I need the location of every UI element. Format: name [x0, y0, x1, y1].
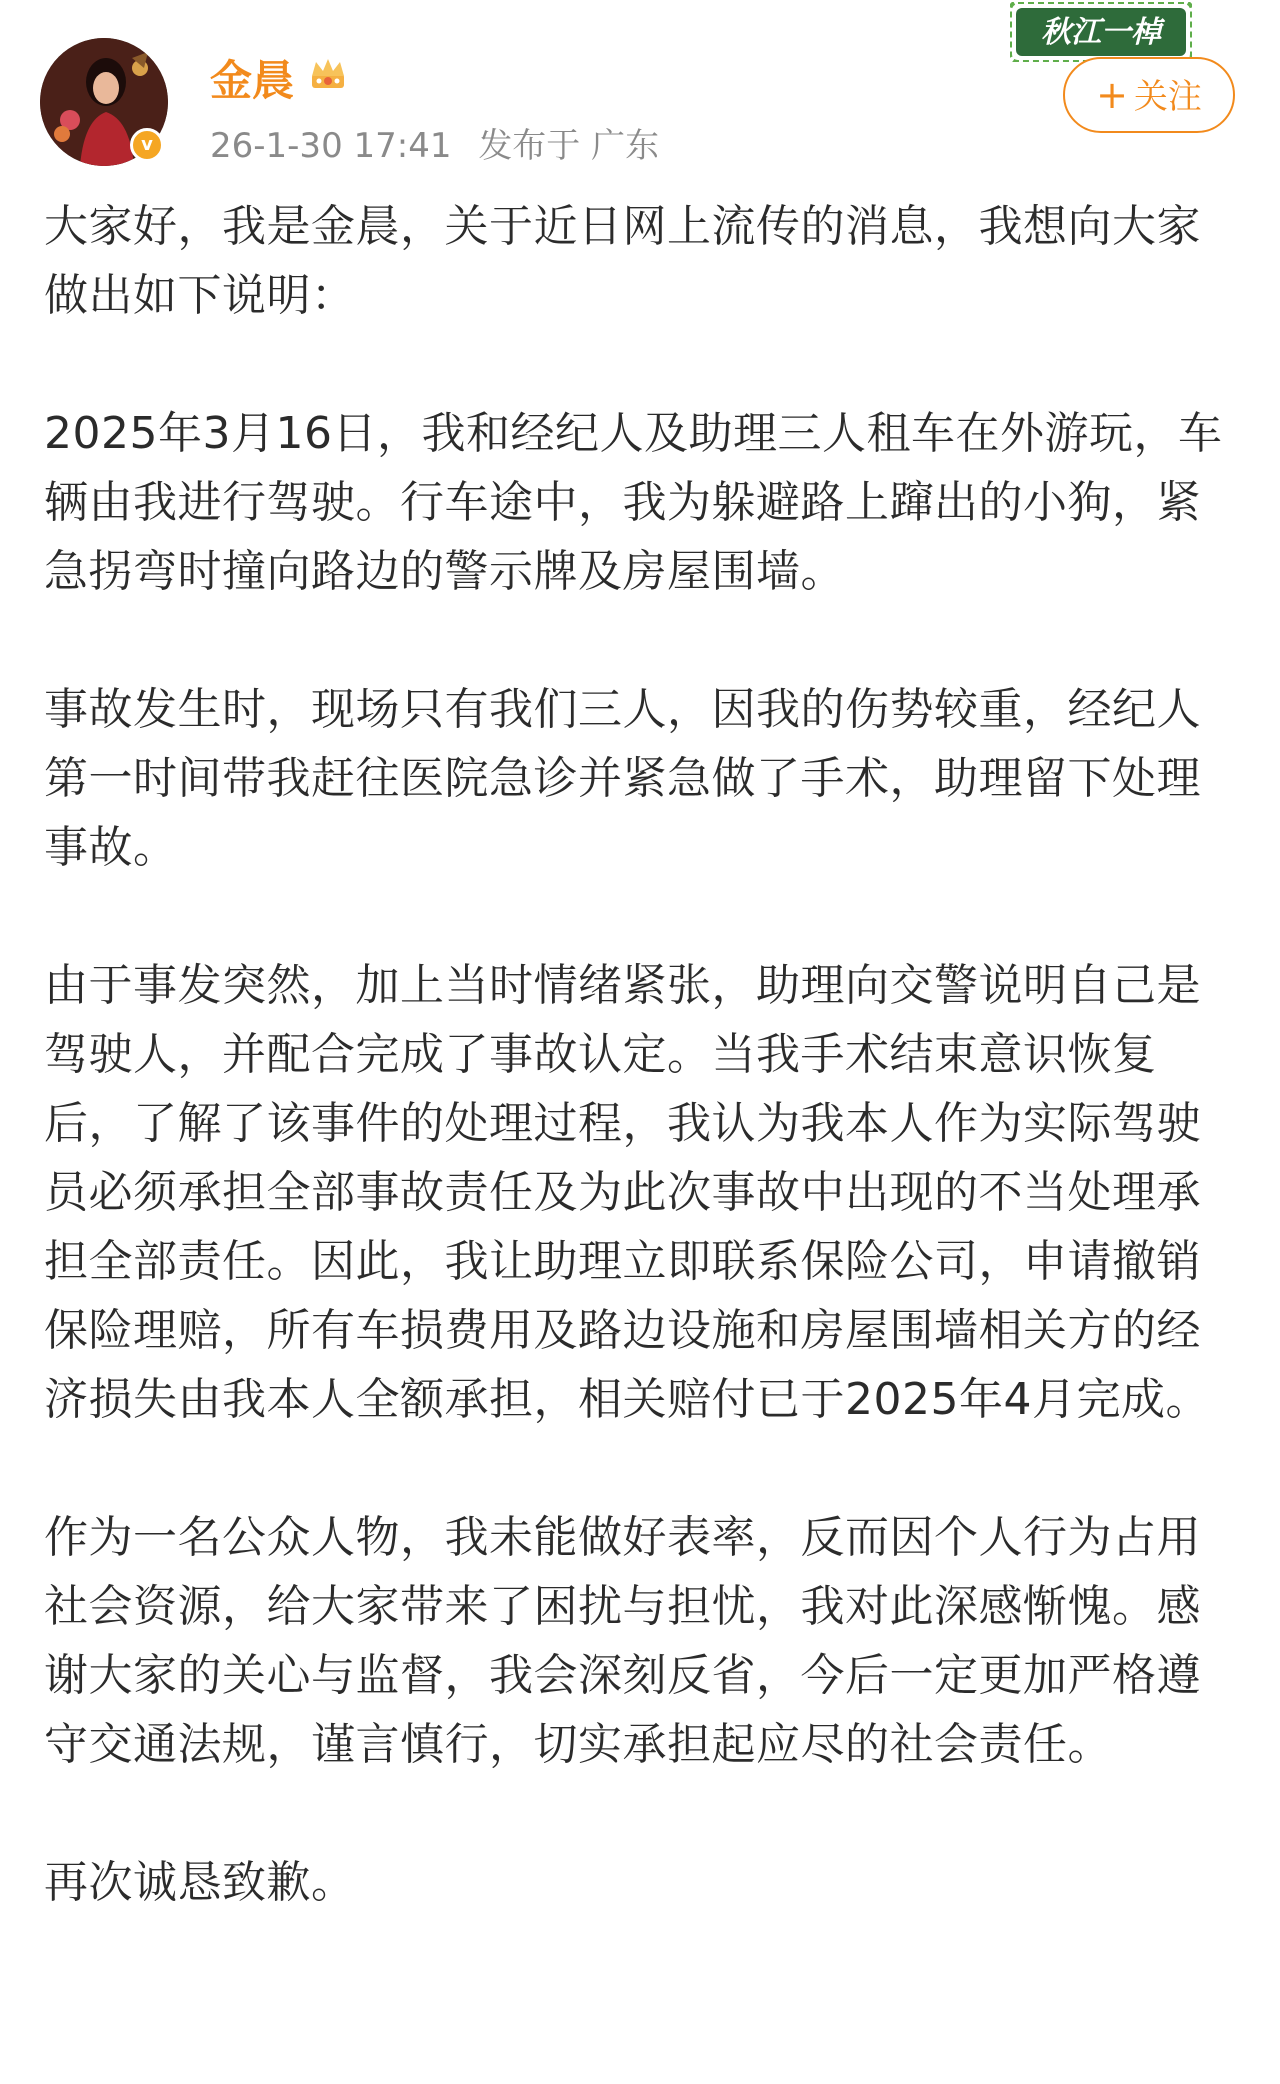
post-timestamp: 26-1-30 17:41 — [210, 126, 452, 166]
sticker-text: 秋江一棹 — [1041, 15, 1161, 50]
post-paragraph: 事故发生时，现场只有我们三人，因我的伤势较重，经纪人第一时间带我赶往医院急诊并紧急做了手术，助理留下处理事故。 — [44, 684, 1201, 873]
post-paragraph: 再次诚恳致歉。 — [44, 1857, 356, 1908]
author-name[interactable]: 金晨 — [210, 56, 295, 105]
follow-button[interactable] — [1063, 57, 1235, 133]
follow-label: 关注 — [1133, 77, 1202, 117]
post-meta — [210, 118, 675, 167]
post-location: 发布于 广东 — [478, 126, 660, 166]
sticker-badge — [1010, 2, 1192, 62]
post-paragraph: 2025年3月16日，我和经纪人及助理三人租车在外游玩，车辆由我进行驾驶。行车途中，我为躲避路上蹿出的小狗，紧急拐弯时撞向路边的警示牌及房屋围墙。 — [44, 408, 1223, 597]
post-paragraph: 大家好，我是金晨，关于近日网上流传的消息，我想向大家做出如下说明： — [44, 201, 1201, 321]
post-body — [44, 192, 1240, 1986]
post-paragraph: 由于事发突然，加上当时情绪紧张，助理向交警说明自己是驾驶人，并配合完成了事故认定。当我手术结束意识恢复后，了解了该事件的处理过程，我认为我本人作为实际驾驶员必须承担全部事故责任及为此次事故中出现的不当处理承担全部责任。因此，我让助理立即联系保险公司，申请撤销保险理赔，所有车损费用及路边设施和房屋围墙相关方的经济损失由我本人全额承担，相关赔付已于2025年4月完成。 — [44, 960, 1210, 1425]
plus-icon: + — [1096, 73, 1128, 117]
crown-icon — [308, 54, 348, 94]
verified-icon: v — [130, 128, 164, 162]
post-header — [0, 0, 1280, 170]
post-paragraph: 作为一名公众人物，我未能做好表率，反而因个人行为占用社会资源，给大家带来了困扰与担忧，我对此深感惭愧。感谢大家的关心与监督，我会深刻反省，今后一定更加严格遵守交通法规，谨言慎行，切实承担起应尽的社会责任。 — [44, 1512, 1201, 1770]
